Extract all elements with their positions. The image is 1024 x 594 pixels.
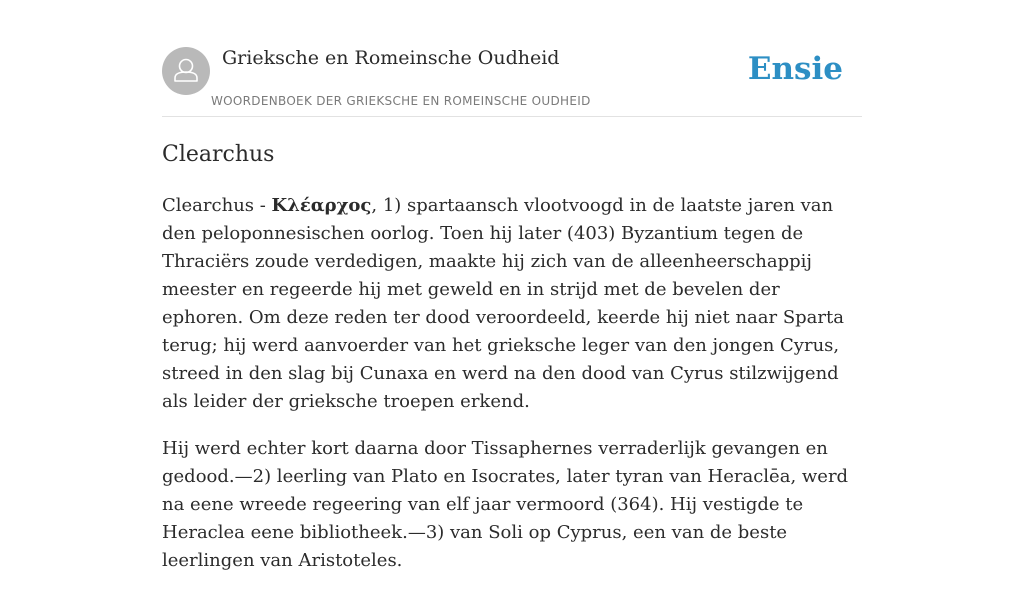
entry-paragraph-2: Hij werd echter kort daarna door Tissaphernes verraderlijk gevangen en gedood.—2) leerling van Plato en Isocrates, later tyran van Heraclēa, werd na eene wreede regeering van elf jaar vermoord (364). Hij vestigde te Heraclea eene bibliotheek.—3) van Soli op Cyprus, een van de beste leerlingen van Aristoteles. — [162, 438, 849, 571]
greek-name: Κλέαρχος — [271, 195, 372, 216]
ensie-logo-link[interactable]: Ensie — [747, 51, 843, 87]
entry-paragraph-1 — [162, 192, 862, 416]
user-placeholder-icon[interactable] — [162, 47, 210, 95]
page — [162, 0, 862, 571]
source-subtitle: WOORDENBOEK DER GRIEKSCHE EN ROMEINSCHE OUDHEID — [211, 94, 591, 108]
entry-lead: Clearchus - — [162, 195, 272, 216]
source-title[interactable]: Grieksche en Romeinsche Oudheid — [222, 47, 560, 69]
entry-body — [162, 192, 862, 594]
entry-title: Clearchus — [162, 142, 275, 167]
entry-paragraph-1-text: , 1) spartaansch vlootvoogd in de laatste jaren van den peloponnesischen oorlog. Toen hij later (403) Byzantium tegen de Thraciërs zoude verdedigen, maakte hij zich van de alleenheerschappij meester en regeerde hij met geweld en in strijd met de bevelen der ephoren. Om deze reden ter dood veroordeeld, keerde hij niet naar Sparta terug; hij werd aanvoerder van het grieksche leger van den jongen Cyrus, streed in den slag bij Cunaxa en werd na den dood van Cyrus stilzwijgend als leider der grieksche troepen erkend. — [162, 195, 844, 412]
dictionary-header — [162, 0, 862, 117]
